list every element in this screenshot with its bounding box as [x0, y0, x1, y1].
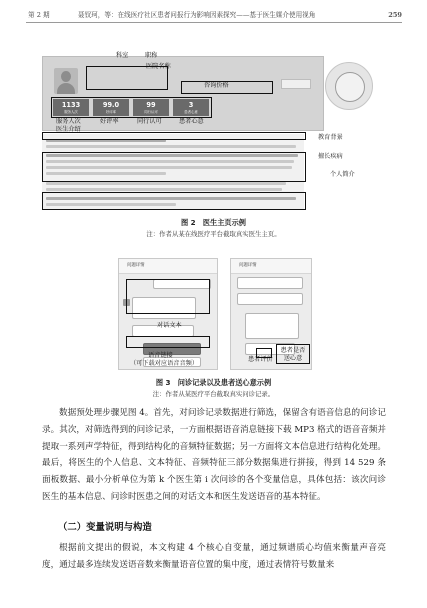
stats-box: [51, 97, 212, 118]
specialty-box: [42, 152, 306, 182]
label-specialty: 擅长疾病: [318, 153, 343, 160]
section-heading: （二）变量说明与构造: [58, 522, 152, 533]
label-dialog-text: 对话文本: [157, 322, 182, 329]
patient-feedback-bubble: [245, 313, 299, 339]
dialog-text-box: [126, 279, 210, 314]
personal-intro-box: [42, 192, 306, 210]
label-voice-link: 语音链接: [148, 352, 173, 359]
label-title: 职称: [145, 52, 158, 59]
label-patient-mind: 患者心意: [179, 118, 204, 125]
medical-record-card: [237, 293, 303, 305]
stat-patient-mind: 3 患者心意: [173, 99, 209, 116]
right-screen-header: 问题详情: [239, 263, 257, 268]
figure-2-caption: 图 2 医生主页示例: [180, 218, 246, 227]
running-title: 聂钗珂，等：在线医疗社区患者问报行为影响因素探究——基于医生媒介使用视角: [78, 11, 316, 19]
label-voice-note: （可下载对应语音音频）: [130, 360, 199, 367]
body-paragraph-2: 根据前文提出的假说，本文构建 4 个核心自变量，通过频谱质心均值来衡量声音亮度，通过最多连续发送语音数来衡量语音位置的集中度，通过表情符号数量来: [42, 543, 386, 570]
consult-button[interactable]: [281, 79, 311, 89]
doctor-avatar: [54, 68, 78, 94]
stat-good-rate: 99.0 好评率: [93, 99, 129, 116]
voice-link-box: [126, 336, 210, 348]
header-rule: [26, 22, 402, 23]
figure-2-doctor-homepage: [42, 52, 374, 210]
patient-question-card: [237, 277, 303, 289]
stat-peer-recognition: 99 同行认可: [133, 99, 169, 116]
label-patient-mind-sent: 患者是否送心意: [280, 347, 306, 362]
label-doctor-review: 患者评价: [248, 356, 273, 363]
body-paragraph-1: 数据预处理步骤见图 4。首先，对问诊记录数据进行筛选，保留含有语音信息的问诊记录。其次，对筛选得到的问诊记录，一方面根据语音消息链接下载 MP3 格式的语音音频并提取一系列声学特征，得到结构化的音频特征数据；另一方面将文本信息进行结构化处理。最后，将医生的个人信息、文本特征、音频特征三部分数据集进行拼接，得到 14 529 条面板数据、最小分析单位为第 k 个医生第 i 次问诊的各个变量信息，具体包括：该次问诊医生的基本信息、问诊时医患之间的对话文本和医生发送语音的基本特征。: [42, 408, 386, 502]
page-number: 259: [388, 11, 402, 19]
stat-service-count: 1133 服务人次: [53, 99, 89, 116]
label-hospital: 医院名称: [146, 63, 171, 70]
figure-2-note: 注：作者从某在线医疗平台截取真实医生主页。: [146, 230, 281, 238]
figure-3-caption: 图 3 问诊记录以及患者送心意示例: [155, 378, 272, 387]
running-header: [28, 8, 402, 22]
education-box: [42, 132, 306, 140]
label-good-rate: 好评率: [100, 118, 119, 125]
issue-number: 第 2 期: [28, 11, 50, 19]
hospital-seal-logo: [325, 62, 373, 110]
label-personal-intro: 个人简介: [330, 171, 355, 178]
left-screen-header: 问题详情: [127, 263, 145, 268]
label-dept: 科室: [116, 52, 129, 59]
label-doctor-intro: 医生介绍: [56, 126, 81, 133]
figure-3-note: 注：作者从某医疗平台截取真实问诊记录。: [152, 390, 275, 398]
label-peer-recognition: 同行认可: [137, 118, 162, 125]
label-service-count: 服务人次: [56, 118, 81, 125]
label-price: 咨询价格: [204, 82, 229, 89]
label-education: 教育背景: [318, 134, 343, 141]
